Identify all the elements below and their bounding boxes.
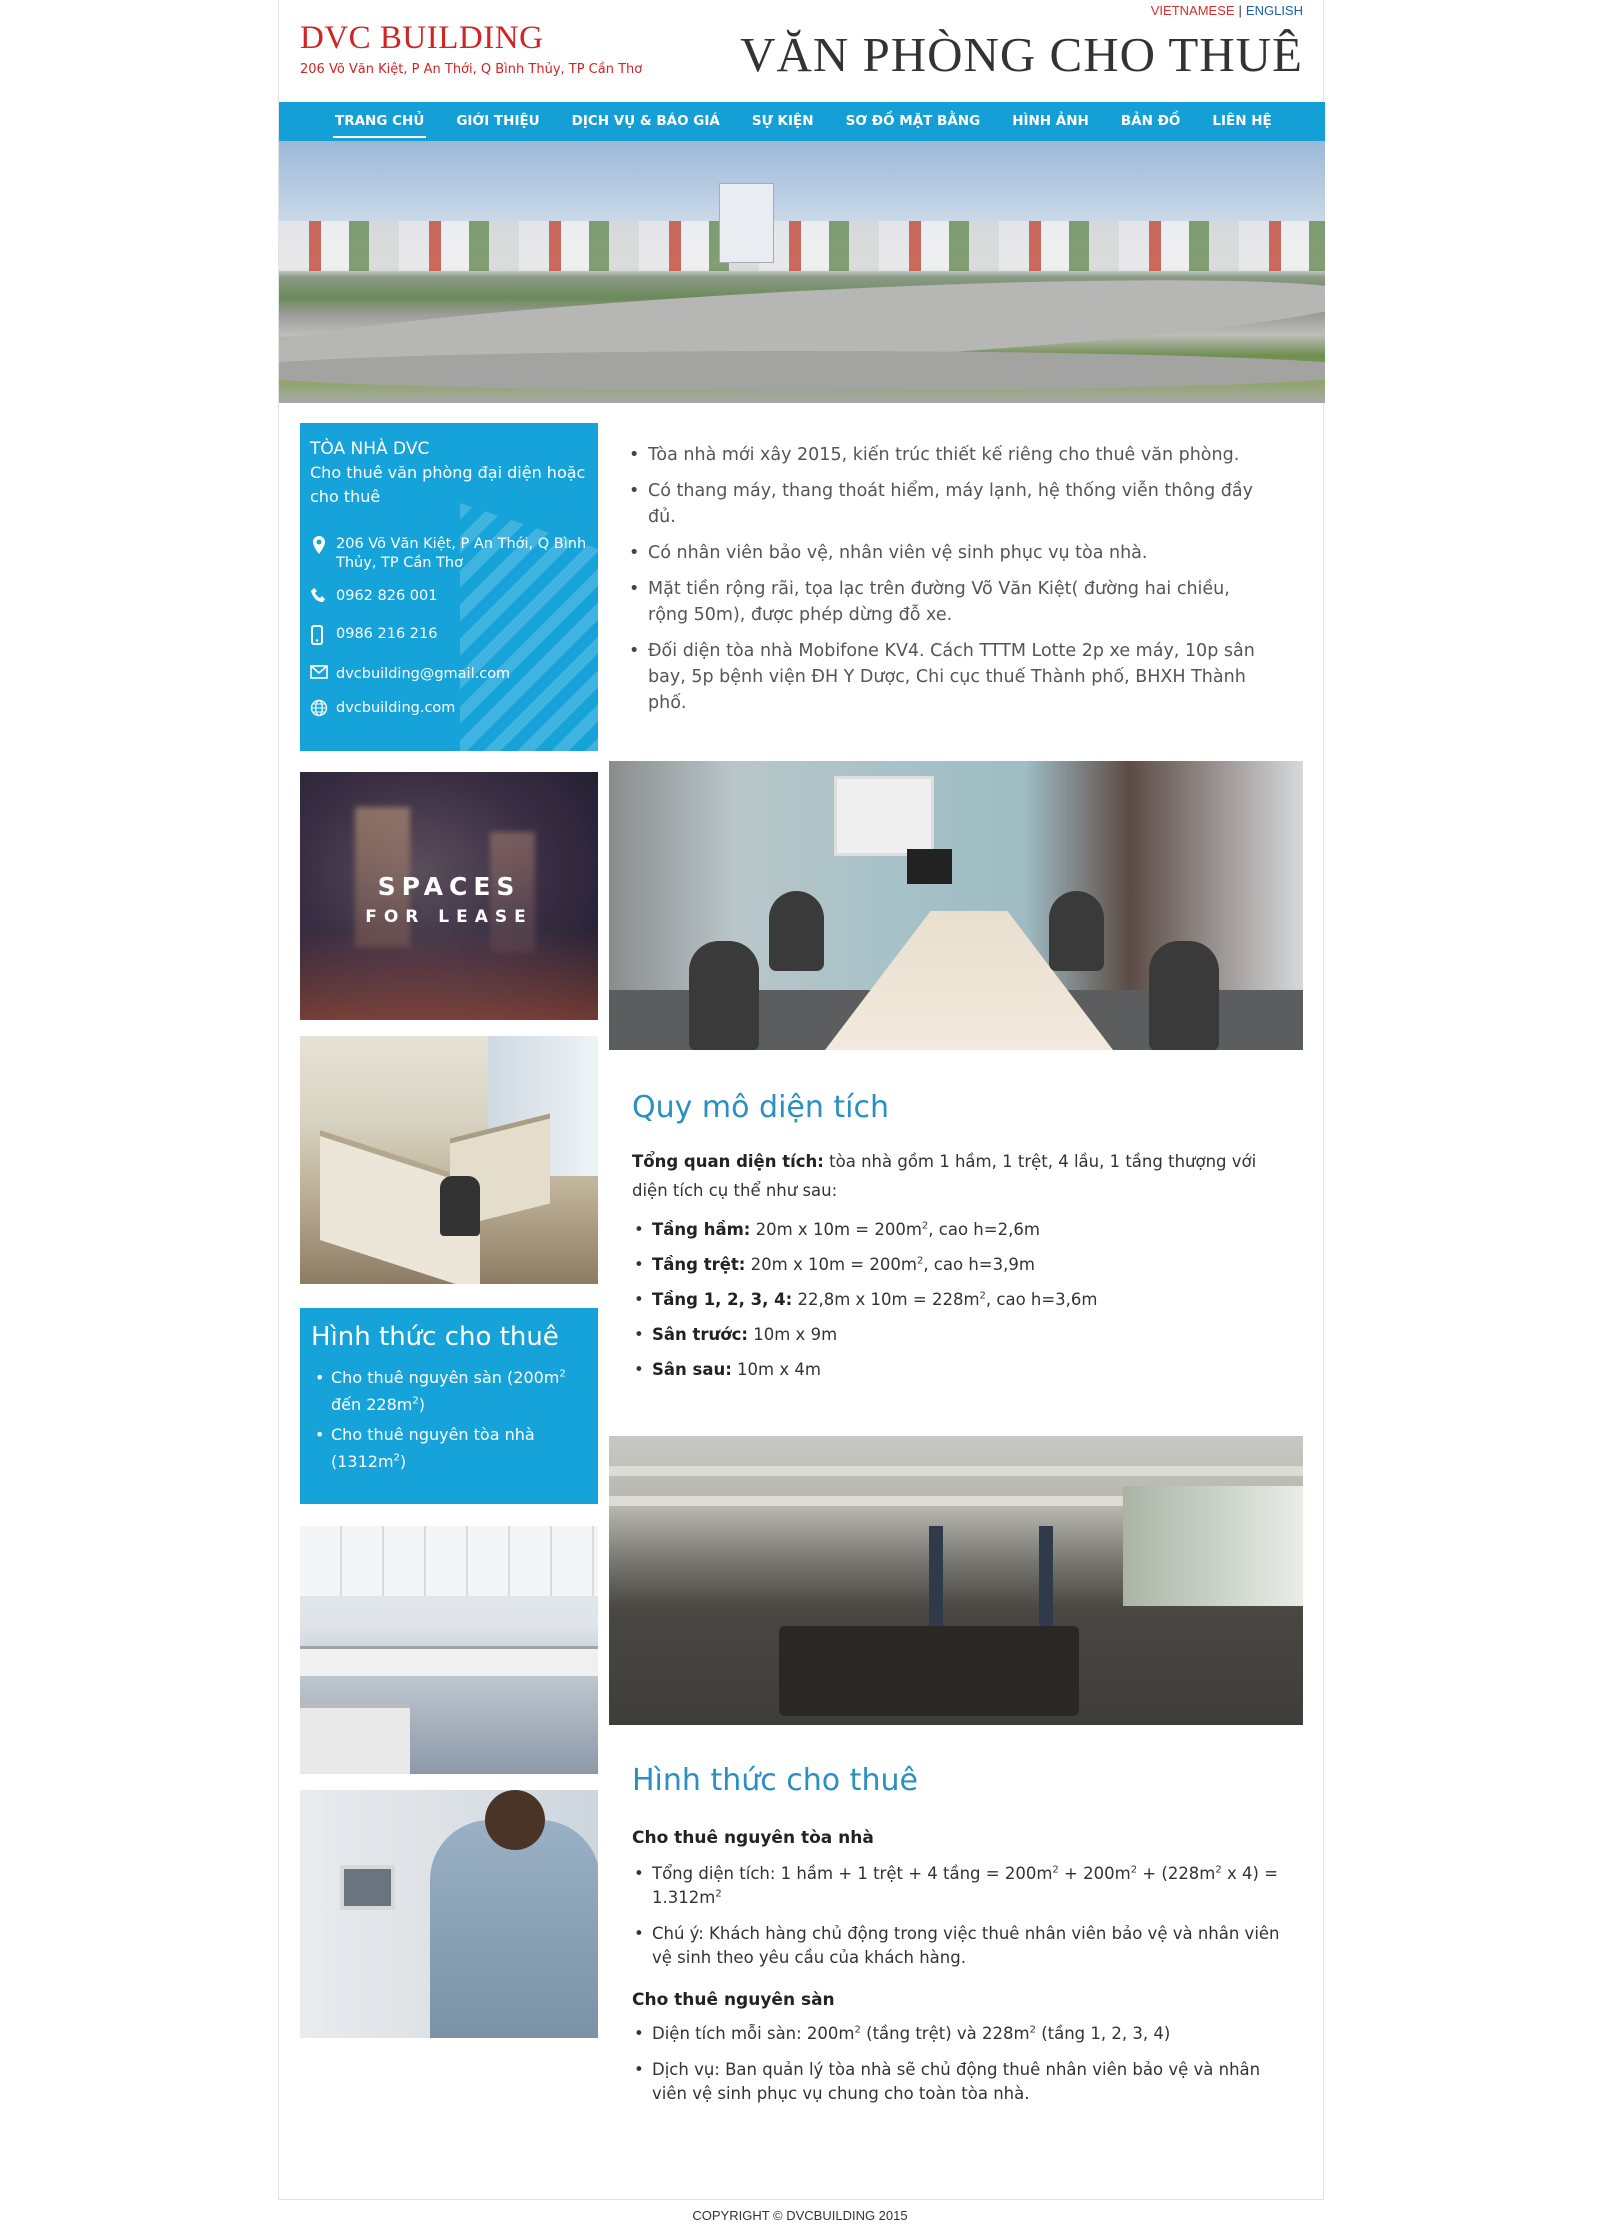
info-phone2[interactable]: 0986 216 216 xyxy=(336,626,438,642)
page-title: VĂN PHÒNG CHO THUÊ xyxy=(740,27,1303,82)
info-phone1[interactable]: 0962 826 001 xyxy=(336,588,438,604)
photo-wall-art xyxy=(834,776,934,856)
cubicles-photo xyxy=(300,1036,598,1284)
photo-monitor xyxy=(340,1865,395,1910)
photo-rug xyxy=(779,1626,1079,1716)
list-item: • Sân trước: 10m x 9m xyxy=(632,1317,1282,1352)
janitor-photo xyxy=(300,1790,598,2038)
brand-address: 206 Võ Văn Kiệt, P An Thới, Q Bình Thủy, TP Cần Thơ xyxy=(300,62,643,77)
lang-vietnamese-link[interactable]: VIETNAMESE xyxy=(1150,3,1235,18)
nav-item-events[interactable]: SỰ KIỆN xyxy=(751,113,814,129)
phone-icon xyxy=(310,587,330,611)
whole-floor-list xyxy=(632,2022,1282,2118)
whole-floor-heading: Cho thuê nguyên sàn xyxy=(632,1990,835,2010)
info-box-title: TÒA NHÀ DVC xyxy=(310,439,430,459)
brand-logo[interactable]: DVC BUILDING xyxy=(300,20,544,56)
photo-ceiling xyxy=(300,1526,598,1596)
list-item: • Tòa nhà mới xây 2015, kiến trúc thiết kế riêng cho thuê văn phòng. xyxy=(627,442,1267,468)
hero-tower xyxy=(719,183,774,263)
nav-item-home[interactable]: TRANG CHỦ xyxy=(319,102,440,141)
mail-icon xyxy=(310,665,330,685)
spaces-banner-line1: SPACES xyxy=(377,872,521,901)
hero-panorama-image xyxy=(279,141,1325,403)
area-list xyxy=(632,1212,1282,1387)
building-info-box xyxy=(300,423,598,751)
spaces-for-lease-image xyxy=(300,772,598,1020)
lease-type-box xyxy=(300,1308,598,1504)
info-address: 206 Võ Văn Kiệt, P An Thới, Q Bình Thủy, TP Cần Thơ xyxy=(336,536,587,571)
list-item: • Đối diện tòa nhà Mobifone KV4. Cách TTTM Lotte 2p xe máy, 10p sân bay, 5p bệnh viện ĐH Y Dược, Chi cục thuế Thành phố, BHXH Thành phố. xyxy=(627,638,1267,716)
spaces-banner-line2: FOR LEASE xyxy=(365,907,533,927)
nav-item-services[interactable]: DỊCH VỤ & BÁO GIÁ xyxy=(571,113,720,129)
photo-person-head xyxy=(485,1790,545,1850)
mobile-icon xyxy=(310,625,330,651)
nav-item-about[interactable]: GIỚI THIỆU xyxy=(456,113,540,129)
main-nav xyxy=(279,102,1325,141)
photo-cabinet xyxy=(300,1704,410,1774)
info-box-subtitle: Cho thuê văn phòng đại diện hoặc cho thuê xyxy=(310,463,586,506)
list-item: • Dịch vụ: Ban quản lý tòa nhà sẽ chủ động thuê nhân viên bảo vệ và nhân viên vệ sinh phục vụ chung cho toàn tòa nhà. xyxy=(632,2058,1282,2106)
photo-chair xyxy=(440,1176,480,1236)
list-item: • Có thang máy, thang thoát hiểm, máy lạnh, hệ thống viễn thông đầy đủ. xyxy=(627,478,1267,530)
meeting-room-photo xyxy=(609,761,1303,1050)
info-email[interactable]: dvcbuilding@gmail.com xyxy=(336,666,511,682)
nav-item-contact[interactable]: LIÊN HỆ xyxy=(1212,113,1272,129)
photo-desks xyxy=(300,1646,598,1676)
list-item: • Cho thuê nguyên sàn ($200m^2$ đến $228m^2$) xyxy=(311,1364,587,1418)
photo-window xyxy=(1123,1486,1303,1606)
banner-glow xyxy=(300,930,598,1020)
page-container xyxy=(278,0,1324,2200)
list-item: • Tầng trệt: 20m x $10m = 200m^2$, cao h=3,9m xyxy=(632,1247,1282,1282)
list-item: • Mặt tiền rộng rãi, tọa lạc trên đường Võ Văn Kiệt( đường hai chiều, rộng 50m), được phép dừng đỗ xe. xyxy=(627,576,1267,628)
footer-copyright: COPYRIGHT © DVCBUILDING 2015 xyxy=(692,2208,908,2223)
photo-person-body xyxy=(430,1820,598,2038)
nav-item-floor-plan[interactable]: SƠ ĐỒ MẶT BẰNG xyxy=(845,113,981,129)
info-phone1-row xyxy=(310,587,588,611)
info-website[interactable]: dvcbuilding.com xyxy=(336,700,456,716)
lang-english-link[interactable]: ENGLISH xyxy=(1245,3,1303,18)
whole-building-heading: Cho thuê nguyên tòa nhà xyxy=(632,1828,874,1848)
coworking-space-photo xyxy=(609,1436,1303,1725)
info-website-row xyxy=(310,699,588,723)
photo-beam xyxy=(609,1466,1303,1476)
whole-building-list xyxy=(632,1862,1282,1982)
photo-chair xyxy=(1149,941,1219,1050)
area-section-title: Quy mô diện tích xyxy=(632,1090,890,1125)
list-item: • Chú ý: Khách hàng chủ động trong việc thuê nhân viên bảo vệ và nhân viên vệ sinh theo yêu cầu của khách hàng. xyxy=(632,1922,1282,1970)
lease-box-list xyxy=(311,1364,587,1475)
lang-separator: | xyxy=(1238,3,1242,18)
list-item: • Tầng 1, 2, 3, 4: 22,8m x $10m = 228m^2$, cao h=3,6m xyxy=(632,1282,1282,1317)
area-lead: Tổng quan diện tích: tòa nhà gồm 1 hầm, 1 trệt, 4 lầu, 1 tầng thượng với diện tích cụ thể như sau: xyxy=(632,1152,1257,1200)
info-phone2-row xyxy=(310,625,588,651)
globe-icon xyxy=(310,699,330,723)
intro-list xyxy=(627,442,1267,726)
list-item: • Có nhân viên bảo vệ, nhân viên vệ sinh phục vụ tòa nhà. xyxy=(627,540,1267,566)
nav-item-map[interactable]: BẢN ĐỒ xyxy=(1120,113,1181,129)
photo-chair xyxy=(769,891,824,971)
photo-monitor xyxy=(907,849,952,884)
photo-chair xyxy=(689,941,759,1050)
list-item: • Diện tích mỗi sàn: $200m^2$ (tầng trệt) và $228m^2$ (tầng 1, 2, 3, 4) xyxy=(632,2022,1282,2046)
hero-town xyxy=(279,221,1325,271)
info-email-row xyxy=(310,665,588,685)
hero-road-lower xyxy=(279,351,1325,391)
list-item: • Tổng diện tích: 1 hầm + 1 trệt + 4 tầng = $200m^2 + 200m^2 + (228m^2$ x $4) = 1.312m^2$ xyxy=(632,1862,1282,1910)
info-address-row xyxy=(310,535,588,573)
photo-chair xyxy=(1049,891,1104,971)
lease-box-title: Hình thức cho thuê xyxy=(311,1322,559,1352)
language-switcher xyxy=(1151,3,1303,18)
list-item: • Cho thuê nguyên tòa nhà $(1312m^2)$ xyxy=(311,1421,587,1475)
list-item: • Sân sau: 10m x 4m xyxy=(632,1352,1282,1387)
list-item: • Tầng hầm: 20m x $10m = 200m^2$, cao h=2,6m xyxy=(632,1212,1282,1247)
open-office-photo xyxy=(300,1526,598,1774)
lease-section-title: Hình thức cho thuê xyxy=(632,1763,918,1798)
nav-item-gallery[interactable]: HÌNH ẢNH xyxy=(1012,113,1089,129)
map-pin-icon xyxy=(310,535,330,561)
